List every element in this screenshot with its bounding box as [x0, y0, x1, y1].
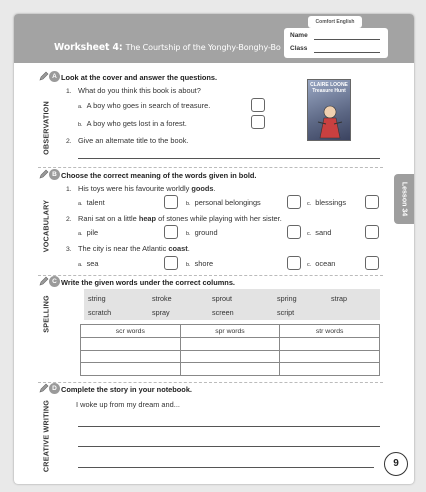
section-b-q2-option-c-checkbox[interactable] [365, 225, 379, 239]
section-b-heading: Choose the correct meaning of the words given in bold. [61, 171, 257, 180]
section-d-badge: D [49, 383, 60, 394]
worksheet-header [14, 14, 414, 63]
word-item: sprout [212, 294, 232, 303]
worksheet-label: Worksheet 4: [54, 42, 123, 53]
class-field[interactable] [314, 52, 380, 53]
word-item: stroke [152, 294, 172, 303]
section-divider [38, 275, 383, 276]
table-cell[interactable] [280, 338, 380, 351]
section-b-q2-option-b: b. ground [186, 228, 218, 237]
section-b-q1-option-c: c. blessings [307, 198, 347, 207]
section-b-label: VOCABULARY [41, 199, 51, 253]
class-label: Class [290, 45, 308, 52]
section-a-q1-option-a-checkbox[interactable] [251, 98, 265, 112]
name-label: Name [290, 32, 308, 39]
book-cover-image [307, 79, 351, 141]
table-row [81, 338, 380, 351]
worksheet-story-title: The Courtship of the Yonghy-Bonghy-Bo [125, 43, 281, 52]
section-b-q3-option-c: c. ocean [307, 259, 336, 268]
section-a-q1-option-b: b. A boy who gets lost in a forest. [78, 119, 187, 128]
table-cell[interactable] [81, 338, 181, 351]
table-cell[interactable] [180, 338, 280, 351]
section-b-question-3: 3. The city is near the Atlantic coast. [66, 244, 190, 253]
section-b-q1-option-b: b. personal belongings [186, 198, 261, 207]
section-b-q1-option-b-checkbox[interactable] [287, 195, 301, 209]
table-cell[interactable] [180, 363, 280, 376]
section-b-q3-option-a-checkbox[interactable] [164, 256, 178, 270]
section-b-q3-option-b-checkbox[interactable] [287, 256, 301, 270]
section-b-question-1: 1. His toys were his favourite worldly goods. [66, 184, 216, 193]
section-b-q2-option-a: a. pile [78, 228, 99, 237]
section-a-badge: A [49, 71, 60, 82]
table-cell[interactable] [81, 363, 181, 376]
section-b-q2-option-b-checkbox[interactable] [287, 225, 301, 239]
publisher-logo: Comfort English [308, 16, 362, 28]
spelling-table [80, 324, 380, 376]
word-item: spray [152, 308, 170, 317]
section-d-heading: Complete the story in your notebook. [61, 385, 192, 394]
section-divider [38, 167, 383, 168]
word-item: script [277, 308, 295, 317]
writing-line[interactable] [78, 467, 374, 468]
column-header-spr: spr words [180, 325, 280, 338]
section-b-q1-option-c-checkbox[interactable] [365, 195, 379, 209]
word-item: spring [277, 294, 297, 303]
book-cover-title: CLAIRE LOONE Treasure Hunt [310, 82, 348, 94]
section-b-q3-option-b: b. shore [186, 259, 214, 268]
word-item: strap [331, 294, 347, 303]
section-a-question-1: 1. What do you think this book is about? [66, 86, 201, 95]
table-cell[interactable] [280, 363, 380, 376]
section-c-badge: C [49, 276, 60, 287]
name-field[interactable] [314, 39, 380, 40]
section-d-story-prompt: I woke up from my dream and... [76, 400, 180, 409]
section-b-q1-option-a: a. talent [78, 198, 105, 207]
spelling-table-header [81, 325, 380, 338]
table-cell[interactable] [180, 350, 280, 363]
writing-line[interactable] [78, 426, 380, 427]
word-item: scratch [88, 308, 112, 317]
table-cell[interactable] [81, 350, 181, 363]
section-b-badge: B [49, 169, 60, 180]
section-a-heading: Look at the cover and answer the questions. [61, 73, 218, 82]
section-c-heading: Write the given words under the correct columns. [61, 278, 235, 287]
section-a-q1-option-a: a. A boy who goes in search of treasure. [78, 101, 211, 110]
section-divider [38, 382, 383, 383]
book-cover-character-icon [316, 104, 344, 140]
lesson-tab-label: Lesson 34 [400, 181, 408, 217]
worksheet-title [54, 42, 281, 53]
name-class-box [284, 28, 388, 58]
table-row [81, 350, 380, 363]
section-b-q3-option-a: a. sea [78, 259, 99, 268]
word-item: string [88, 294, 106, 303]
section-a-q1-option-b-checkbox[interactable] [251, 115, 265, 129]
section-b-question-2: 2. Rani sat on a little heap of stones while playing with her sister. [66, 214, 282, 223]
section-b-q2-option-a-checkbox[interactable] [164, 225, 178, 239]
section-d-label: CREATIVE WRITING [41, 399, 51, 473]
word-bank [84, 289, 380, 320]
section-b-q3-option-c-checkbox[interactable] [365, 256, 379, 270]
lesson-tab [394, 174, 414, 224]
table-row [81, 363, 380, 376]
column-header-str: str words [280, 325, 380, 338]
worksheet-page [14, 14, 414, 484]
writing-line[interactable] [78, 446, 380, 447]
word-item: screen [212, 308, 234, 317]
section-b-q2-option-c: c. sand [307, 228, 332, 237]
section-c-label: SPELLING [41, 295, 51, 333]
page-number: 9 [384, 452, 408, 476]
section-a-answer-line[interactable] [78, 158, 380, 159]
column-header-scr: scr words [81, 325, 181, 338]
table-cell[interactable] [280, 350, 380, 363]
section-a-label: OBSERVATION [41, 101, 51, 155]
section-b-q1-option-a-checkbox[interactable] [164, 195, 178, 209]
section-a-question-2: 2. Give an alternate title to the book. [66, 136, 189, 145]
